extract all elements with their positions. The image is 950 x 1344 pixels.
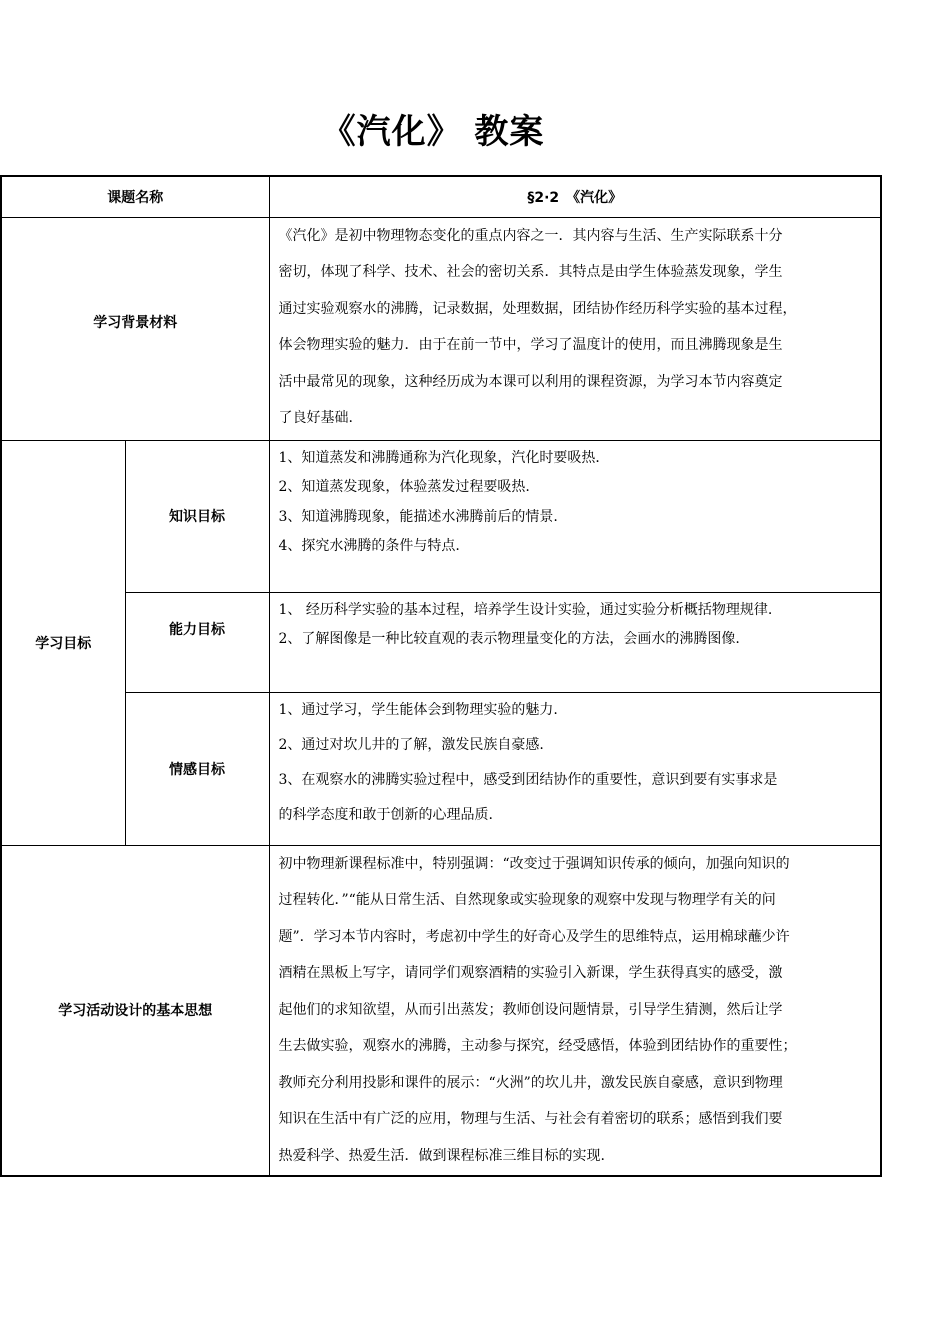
emotion-line: 的科学态度和敢于创新的心理品质. bbox=[278, 806, 493, 823]
lesson-plan-table bbox=[0, 175, 882, 1177]
design-line: 生去做实验，观察水的沸腾，主动参与探究，经受感悟，体验到团结协作的重要性； bbox=[278, 1038, 797, 1054]
emotion-label: 情感目标 bbox=[125, 692, 269, 845]
knowledge-row bbox=[1, 440, 881, 592]
ability-content bbox=[269, 592, 881, 692]
knowledge-line: 3、知道沸腾现象，能描述水沸腾前后的情景. bbox=[278, 508, 558, 525]
topic-name-value: §2·2 《汽化》 bbox=[269, 176, 881, 217]
ability-label: 能力目标 bbox=[125, 592, 269, 692]
design-line: 教师充分利用投影和课件的展示：“火洲”的坎儿井，激发民族自豪感，意识到物理 bbox=[278, 1074, 783, 1091]
ability-row bbox=[1, 592, 881, 692]
design-line: 题”．学习本节内容时，考虑初中学生的好奇心及学生的思维特点，运用棉球蘸少许 bbox=[278, 928, 790, 945]
design-row bbox=[1, 845, 881, 1176]
design-line: 起他们的求知欲望，从而引出蒸发；教师创设问题情景，引导学生猜测，然后让学 bbox=[278, 1001, 783, 1018]
background-content bbox=[269, 217, 881, 440]
knowledge-line: 1、知道蒸发和沸腾通称为汽化现象，汽化时要吸热． bbox=[278, 449, 610, 466]
background-label: 学习背景材料 bbox=[1, 217, 269, 440]
emotion-content bbox=[269, 692, 881, 845]
design-line: 知识在生活中有广泛的应用，物理与生活、与社会有着密切的联系；感悟到我们要 bbox=[278, 1111, 783, 1127]
emotion-line: 3、在观察水的沸腾实验过程中，感受到团结协作的重要性，意识到要有实事求是 bbox=[278, 771, 778, 788]
objectives-label: 学习目标 bbox=[1, 440, 125, 845]
design-content bbox=[269, 845, 881, 1176]
topic-name-label: 课题名称 bbox=[1, 176, 269, 217]
page-title: 《汽化》 教案 bbox=[321, 112, 545, 152]
design-line: 酒精在黑板上写字，请同学们观察酒精的实验引入新课，学生获得真实的感受，激 bbox=[278, 965, 783, 981]
emotion-line: 2、通过对坎儿井的了解，激发民族自豪感. bbox=[278, 736, 544, 753]
ability-line: 2、了解图像是一种比较直观的表示物理量变化的方法，会画水的沸腾图像. bbox=[278, 631, 740, 647]
background-line: 体会物理实验的魅力．由于在前一节中，学习了温度计的使用，而且沸腾现象是生 bbox=[278, 337, 783, 353]
design-line: 热爱科学、热爱生活．做到课程标准三维目标的实现. bbox=[278, 1147, 605, 1164]
knowledge-content bbox=[269, 440, 881, 592]
knowledge-line: 4、探究水沸腾的条件与特点. bbox=[278, 538, 460, 554]
knowledge-line: 2、知道蒸发现象，体验蒸发过程要吸热. bbox=[278, 479, 530, 495]
background-line: 了良好基础. bbox=[278, 410, 353, 426]
knowledge-label: 知识目标 bbox=[125, 440, 269, 592]
ability-line: 1、 经历科学实验的基本过程，培养学生设计实验，通过实验分析概括物理规律. bbox=[278, 601, 773, 618]
header-row bbox=[1, 176, 881, 217]
background-line: 《汽化》是初中物理物态变化的重点内容之一．其内容与生活、生产实际联系十分 bbox=[278, 227, 783, 244]
design-line: 过程转化．”“能从日常生活、自然现象或实验现象的观察中发现与物理学有关的问 bbox=[278, 892, 776, 908]
background-line: 活中最常见的现象，这种经历成为本课可以利用的课程资源，为学习本节内容奠定 bbox=[278, 373, 783, 390]
background-row bbox=[1, 217, 881, 440]
background-line: 密切，体现了科学、技术、社会的密切关系．其特点是由学生体验蒸发现象，学生 bbox=[278, 264, 783, 280]
emotion-line: 1、通过学习，学生能体会到物理实验的魅力. bbox=[278, 701, 558, 718]
emotion-row bbox=[1, 692, 881, 845]
design-label: 学习活动设计的基本思想 bbox=[1, 845, 269, 1176]
design-line: 初中物理新课程标准中，特别强调：“改变过于强调知识传承的倾向，加强向知识的 bbox=[278, 855, 790, 872]
background-line: 通过实验观察水的沸腾，记录数据，处理数据，团结协作经历科学实验的基本过程， bbox=[278, 300, 797, 317]
